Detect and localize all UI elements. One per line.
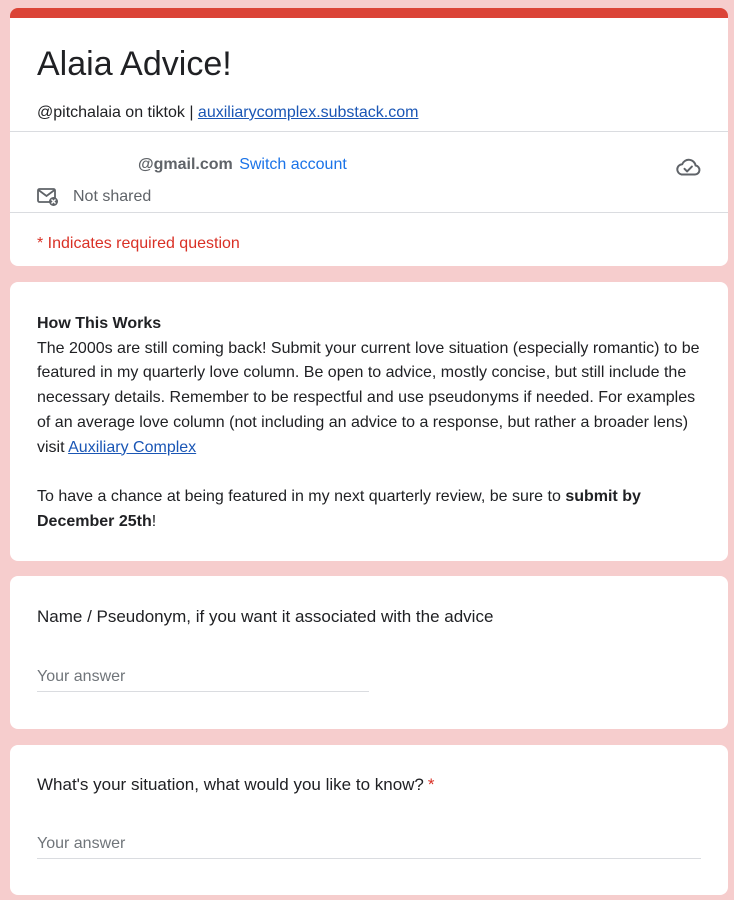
- info-paragraph-2: [37, 485, 701, 534]
- mail-not-shared-icon: [37, 187, 59, 207]
- name-answer-input[interactable]: [37, 662, 369, 692]
- form-description: [37, 102, 418, 124]
- account-email: @gmail.com: [138, 156, 233, 173]
- account-row: [138, 154, 347, 176]
- paragraph-gap: [37, 460, 701, 485]
- account-divider: [10, 212, 728, 213]
- form-title: Alaia Advice!: [37, 45, 232, 83]
- form-description-text: @pitchalaia on tiktok |: [37, 104, 198, 121]
- not-shared-label: Not shared: [73, 188, 152, 205]
- how-this-works-card: [10, 282, 728, 561]
- info-paragraph-1-text: The 2000s are still coming back! Submit your current love situation (especially romantic) to be featured in my quarterly love column. Be open to advice, mostly concise, but still include the necessary details. Remember to be respectful and use pseudonyms if needed. For examples of an average love column (not including an advice to a response, but rather a broader lens) visit: [37, 339, 700, 456]
- substack-link[interactable]: auxiliarycomplex.substack.com: [197, 104, 419, 121]
- info-paragraph-2-text: To have a chance at being featured in my next quarterly review, be sure to: [37, 487, 566, 505]
- question-title-name: [37, 605, 493, 629]
- auxiliary-complex-link[interactable]: Auxiliary Complex: [68, 438, 197, 456]
- required-question-note: * Indicates required question: [37, 235, 240, 252]
- deadline-text: submit by December 25th: [37, 487, 641, 530]
- question-card-name: [10, 576, 728, 729]
- situation-answer-input[interactable]: [37, 829, 701, 859]
- question-title-text: Name / Pseudonym, if you want it associated with the advice: [37, 607, 494, 626]
- header-divider: [10, 131, 728, 132]
- info-body: [37, 312, 701, 534]
- info-paragraph-1: [37, 337, 701, 461]
- not-shared-row: [37, 185, 151, 209]
- info-heading: How This Works: [37, 315, 162, 332]
- question-title-text: What's your situation, what would you like to know?: [37, 775, 424, 794]
- cloud-done-icon[interactable]: [675, 156, 701, 178]
- question-title-situation: [37, 773, 435, 797]
- required-asterisk: *: [427, 775, 435, 794]
- question-card-situation: [10, 745, 728, 895]
- info-paragraph-2-end: !: [151, 512, 157, 530]
- switch-account-link[interactable]: Switch account: [239, 156, 347, 173]
- form-header-card: [10, 8, 728, 266]
